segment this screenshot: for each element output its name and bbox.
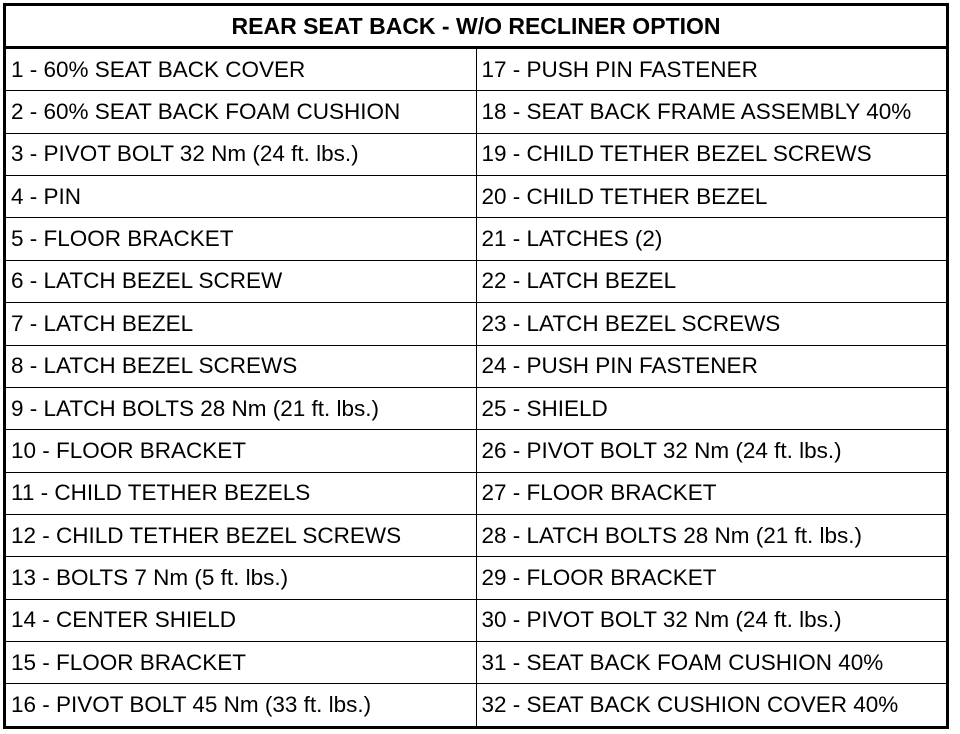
table-row — [5, 684, 948, 728]
legend-item-right: 25 - SHIELD — [476, 387, 948, 429]
legend-item-right: 22 - LATCH BEZEL — [476, 260, 948, 302]
legend-item-left: 7 - LATCH BEZEL — [5, 303, 477, 345]
legend-item-left: 2 - 60% SEAT BACK FOAM CUSHION — [5, 91, 477, 133]
table-header-row — [5, 5, 948, 48]
legend-item-left: 11 - CHILD TETHER BEZELS — [5, 472, 477, 514]
table-row — [5, 176, 948, 218]
legend-item-left: 10 - FLOOR BRACKET — [5, 430, 477, 472]
table-row — [5, 133, 948, 175]
legend-item-left: 16 - PIVOT BOLT 45 Nm (33 ft. lbs.) — [5, 684, 477, 728]
legend-item-right: 17 - PUSH PIN FASTENER — [476, 48, 948, 91]
table-row — [5, 430, 948, 472]
parts-legend-table — [3, 3, 949, 729]
table-row — [5, 472, 948, 514]
table-row — [5, 387, 948, 429]
table-row — [5, 218, 948, 260]
legend-item-left: 13 - BOLTS 7 Nm (5 ft. lbs.) — [5, 557, 477, 599]
legend-item-right: 23 - LATCH BEZEL SCREWS — [476, 303, 948, 345]
table-row — [5, 599, 948, 641]
legend-item-right: 24 - PUSH PIN FASTENER — [476, 345, 948, 387]
legend-item-right: 30 - PIVOT BOLT 32 Nm (24 ft. lbs.) — [476, 599, 948, 641]
legend-item-right: 19 - CHILD TETHER BEZEL SCREWS — [476, 133, 948, 175]
table-row — [5, 91, 948, 133]
legend-item-right: 20 - CHILD TETHER BEZEL — [476, 176, 948, 218]
table-row — [5, 48, 948, 91]
legend-item-left: 12 - CHILD TETHER BEZEL SCREWS — [5, 514, 477, 556]
legend-item-right: 28 - LATCH BOLTS 28 Nm (21 ft. lbs.) — [476, 514, 948, 556]
table-row — [5, 557, 948, 599]
legend-item-left: 4 - PIN — [5, 176, 477, 218]
legend-item-left: 3 - PIVOT BOLT 32 Nm (24 ft. lbs.) — [5, 133, 477, 175]
legend-item-left: 6 - LATCH BEZEL SCREW — [5, 260, 477, 302]
table-row — [5, 514, 948, 556]
table-body — [5, 48, 948, 728]
table-row — [5, 260, 948, 302]
legend-item-right: 32 - SEAT BACK CUSHION COVER 40% — [476, 684, 948, 728]
table-title: REAR SEAT BACK - W/O RECLINER OPTION — [5, 5, 948, 48]
legend-item-right: 26 - PIVOT BOLT 32 Nm (24 ft. lbs.) — [476, 430, 948, 472]
legend-item-right: 18 - SEAT BACK FRAME ASSEMBLY 40% — [476, 91, 948, 133]
legend-item-right: 27 - FLOOR BRACKET — [476, 472, 948, 514]
legend-item-left: 15 - FLOOR BRACKET — [5, 642, 477, 684]
table-row — [5, 303, 948, 345]
legend-item-left: 8 - LATCH BEZEL SCREWS — [5, 345, 477, 387]
legend-item-left: 9 - LATCH BOLTS 28 Nm (21 ft. lbs.) — [5, 387, 477, 429]
legend-item-right: 31 - SEAT BACK FOAM CUSHION 40% — [476, 642, 948, 684]
legend-item-left: 1 - 60% SEAT BACK COVER — [5, 48, 477, 91]
legend-item-right: 29 - FLOOR BRACKET — [476, 557, 948, 599]
legend-item-left: 5 - FLOOR BRACKET — [5, 218, 477, 260]
table-row — [5, 345, 948, 387]
table-row — [5, 642, 948, 684]
legend-item-right: 21 - LATCHES (2) — [476, 218, 948, 260]
legend-item-left: 14 - CENTER SHIELD — [5, 599, 477, 641]
